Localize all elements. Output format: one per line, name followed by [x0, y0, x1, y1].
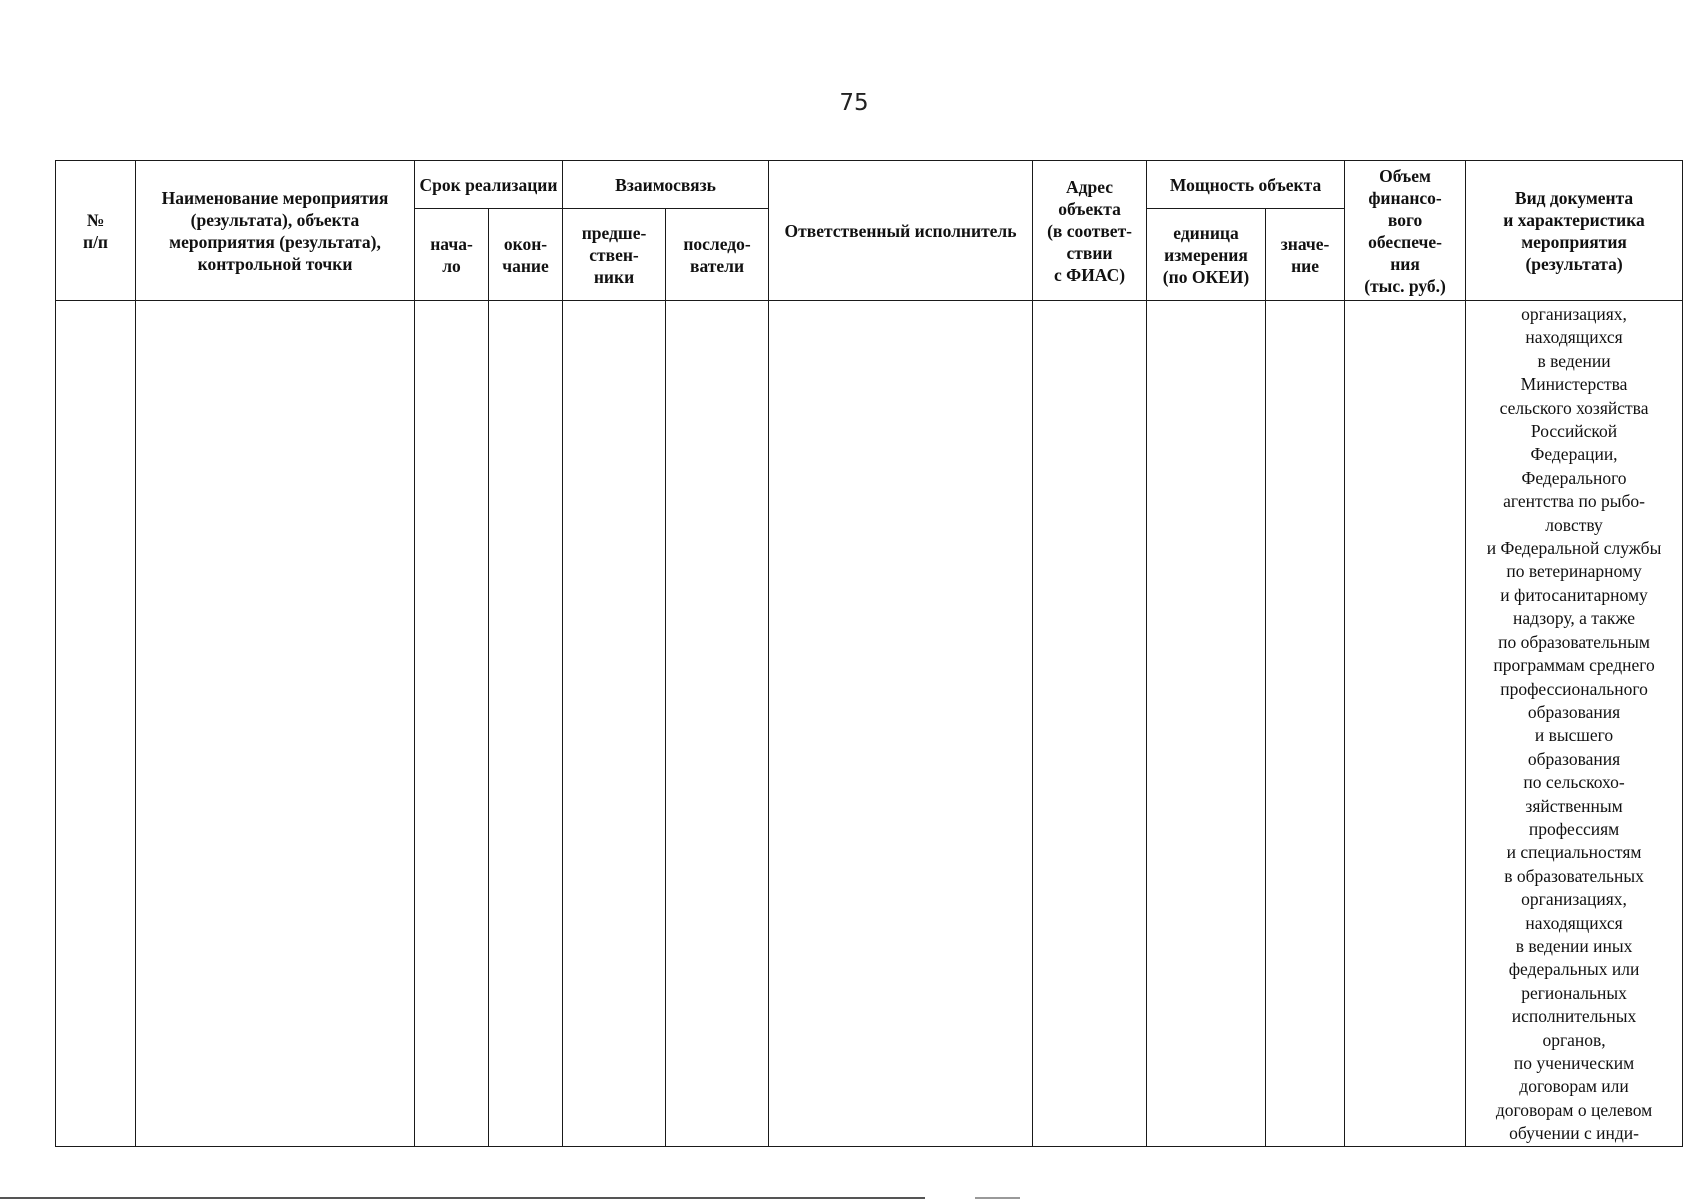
- header-num-label: № п/п: [82, 209, 109, 252]
- cell-resp: [769, 301, 1033, 1147]
- cell-end: [489, 301, 563, 1147]
- header-name: [136, 161, 415, 301]
- header-end-label: окон- чание: [502, 233, 549, 276]
- header-finance-label: Объем финансо- вого обеспече- ния (тыс. руб.): [1364, 165, 1446, 296]
- cell-start: [415, 301, 489, 1147]
- header-doc-label: Вид документа и характеристика мероприятия (результата): [1503, 187, 1645, 274]
- page-number: 75: [839, 90, 869, 116]
- header-value-label: значе- ние: [1280, 233, 1330, 276]
- header-addr: [1033, 161, 1147, 301]
- header-start: [415, 209, 489, 301]
- header-value: [1266, 209, 1345, 301]
- cell-unit: [1147, 301, 1266, 1147]
- cell-value: [1266, 301, 1345, 1147]
- header-succ-label: последо- ватели: [683, 233, 751, 276]
- cell-doc: [1466, 301, 1683, 1147]
- header-succ: [666, 209, 769, 301]
- cell-addr: [1033, 301, 1147, 1147]
- header-unit-label: единица измерения (по ОКЕИ): [1162, 222, 1250, 287]
- header-unit: [1147, 209, 1266, 301]
- doc-description: организациях, находящихся в ведении Министерства сельского хозяйства Российской Федерации, Федерального агентства по рыбо- ловству и Федеральной службы по ветеринарному и фитосанитарному надзору, а также по образовательным программам среднего профессионального образования и высшего образования по сельскохо- зяйственным профессиям и специальностям в образовательных организациях, находящихся в ведении иных федеральных или региональных исполнительных органов, по ученическим договорам или договорам о целевом обучении с инди-: [1486, 304, 1662, 1144]
- header-resp-label: Ответственный исполнитель: [784, 220, 1017, 241]
- header-name-label: Наименование мероприятия (результата), объекта мероприятия (результата), контрольной точки: [161, 187, 389, 274]
- header-power: [1147, 161, 1345, 209]
- header-pred: [563, 209, 666, 301]
- header-start-label: нача- ло: [430, 233, 473, 276]
- header-doc: [1466, 161, 1683, 301]
- bottom-rule: [0, 1197, 925, 1199]
- header-finance: [1345, 161, 1466, 301]
- cell-name: [136, 301, 415, 1147]
- cell-num: [56, 301, 136, 1147]
- cell-succ: [666, 301, 769, 1147]
- header-link: [563, 161, 769, 209]
- plan-table: [55, 160, 1683, 1147]
- header-pred-label: предше- ствен- ники: [581, 222, 647, 287]
- cell-finance: [1345, 301, 1466, 1147]
- bottom-rule-fragment: [975, 1197, 1020, 1199]
- header-power-label: Мощность объекта: [1169, 174, 1322, 195]
- header-resp: [769, 161, 1033, 301]
- table-row: [56, 301, 1683, 1147]
- header-addr-label: Адрес объекта (в соответ- ствии с ФИАС): [1047, 176, 1132, 285]
- header-end: [489, 209, 563, 301]
- cell-pred: [563, 301, 666, 1147]
- header-srok-label: Срок реализации: [419, 174, 558, 195]
- header-num: [56, 161, 136, 301]
- header-srok: [415, 161, 563, 209]
- header-link-label: Взаимосвязь: [615, 174, 716, 195]
